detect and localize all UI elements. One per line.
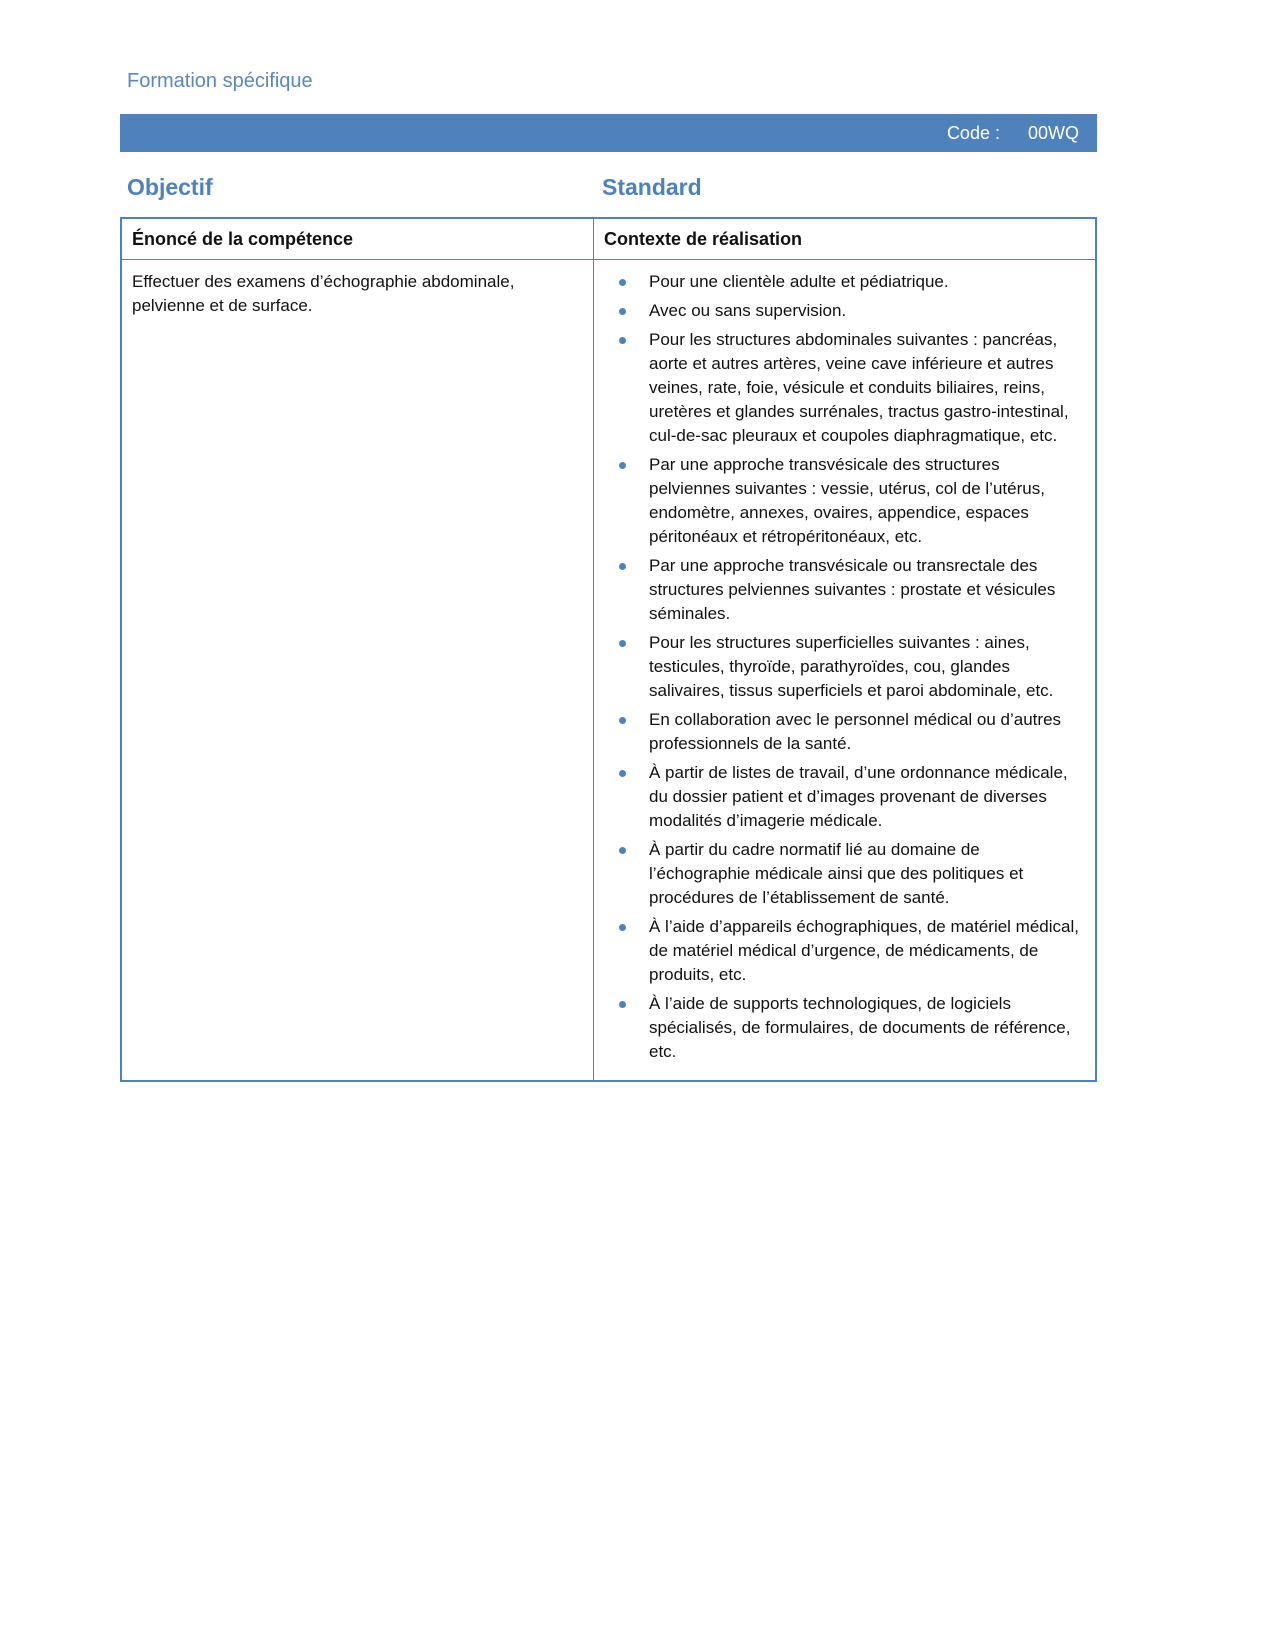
context-list-item: [594, 453, 1083, 549]
context-list-item: [594, 328, 1083, 448]
context-list-item: [594, 838, 1083, 910]
context-list-item-text: Pour les structures abdominales suivantes : pancréas, aorte et autres artères, veine cave inférieure et autres veines, rate, foie, vésicule et conduits biliaires, reins, uretères et glandes surrénales, tractus gastro-intestinal, cul-de-sac pleuraux et coupoles diaphragmatique, etc.: [649, 330, 1069, 445]
bullet-icon: [619, 337, 626, 344]
bullet-icon: [619, 279, 626, 286]
bullet-icon: [619, 717, 626, 724]
context-list-item-text: Par une approche transvésicale ou transrectale des structures pelviennes suivantes : prostate et vésicules séminales.: [649, 556, 1056, 623]
bullet-icon: [619, 563, 626, 570]
bullet-icon: [619, 770, 626, 777]
context-list-item-text: À partir du cadre normatif lié au domaine de l’échographie médicale ainsi que des politiques et procédures de l’établissement de santé.: [649, 840, 1024, 907]
bullet-icon: [619, 924, 626, 931]
competence-statement-cell: Effectuer des examens d’échographie abdominale, pelvienne et de surface.: [132, 272, 515, 315]
context-list-item: [594, 708, 1083, 756]
code-value: 00WQ: [1027, 122, 1079, 143]
bullet-icon: [619, 640, 626, 647]
context-list-item-text: Pour une clientèle adulte et pédiatrique.: [649, 272, 949, 291]
context-list-item-text: À l’aide de supports technologiques, de logiciels spécialisés, de formulaires, de documents de référence, etc.: [649, 994, 1071, 1061]
context-list-item-text: Avec ou sans supervision.: [649, 301, 847, 320]
bullet-icon: [619, 308, 626, 315]
bullet-icon: [619, 847, 626, 854]
context-list-item: [594, 761, 1083, 833]
context-list-item: [594, 915, 1083, 987]
realisation-context-cell: [593, 260, 1095, 1080]
context-list-item-text: Pour les structures superficielles suivantes : aines, testicules, thyroïde, parathyroïdes, cou, glandes salivaires, tissus superficiels et paroi abdominale, etc.: [649, 633, 1054, 700]
context-list-item: [594, 992, 1083, 1064]
context-list-item-text: En collaboration avec le personnel médical ou d’autres professionnels de la santé.: [649, 710, 1062, 753]
context-list-item: [594, 631, 1083, 703]
section-label: Formation spécifique: [127, 70, 313, 92]
code-label: Code :: [946, 122, 1000, 143]
competence-statement-header: Énoncé de la compétence: [122, 219, 593, 260]
bullet-icon: [619, 1001, 626, 1008]
context-list-item: [594, 299, 1083, 323]
context-list-item-text: À l’aide d’appareils échographiques, de matériel médical, de matériel médical d’urgence, de médicaments, de produits, etc.: [649, 917, 1079, 984]
context-list-item-text: À partir de listes de travail, d’une ordonnance médicale, du dossier patient et d’images provenant de diverses modalités d’imagerie médicale.: [649, 763, 1068, 830]
code-header-bar: [120, 114, 1097, 152]
bullet-icon: [619, 462, 626, 469]
page-content: [120, 0, 1097, 1082]
realisation-context-header: Contexte de réalisation: [593, 219, 1095, 260]
context-list: [594, 270, 1083, 1064]
column-headings: [120, 174, 1097, 201]
objective-heading: Objectif: [127, 174, 213, 200]
context-list-item-text: Par une approche transvésicale des structures pelviennes suivantes : vessie, utérus, col de l’utérus, endomètre, annexes, ovaires, appendice, espaces péritonéaux et rétropéritonéaux, etc.: [649, 455, 1045, 546]
standard-heading: Standard: [602, 174, 702, 200]
context-list-item: [594, 270, 1083, 294]
competency-table: [120, 217, 1097, 1082]
context-list-item: [594, 554, 1083, 626]
